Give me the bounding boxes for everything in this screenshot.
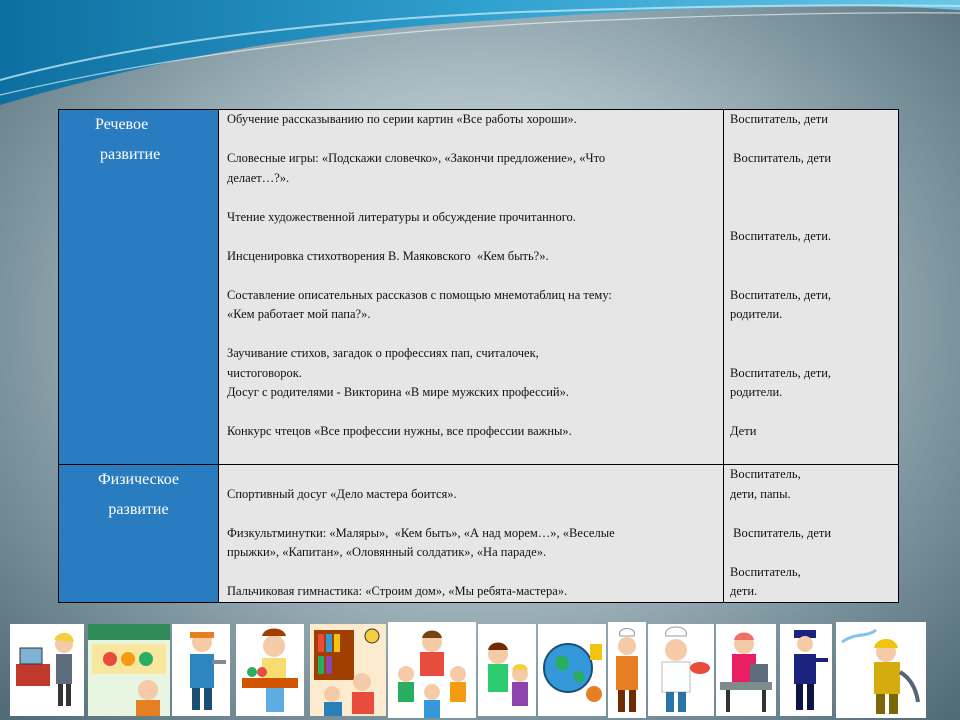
chef-illustration bbox=[648, 624, 714, 716]
illustration-strip bbox=[0, 620, 960, 720]
office-worker-illustration bbox=[10, 624, 84, 716]
participants-cell-speech: Воспитатель, дети Воспитатель, дети Воспитатель, дети. Воспитатель, дети, родители. Воспитатель, дети, родители. Дети bbox=[724, 110, 899, 465]
area-cell-speech: Речевое развитие bbox=[59, 110, 219, 465]
header-wave-decoration bbox=[0, 0, 960, 120]
library-illustration bbox=[310, 624, 386, 716]
mechanic-illustration bbox=[172, 624, 230, 716]
activities-table bbox=[58, 109, 898, 600]
firefighter-illustration bbox=[836, 622, 926, 718]
activities-cell-speech: Обучение рассказыванию по серии картин «Все работы хороши». Словесные игры: «Подскажи словечко», «Закончи предложение», «Что делает…?». Чтение художественной литературы и обсуждение прочитанного. Инсценировка стихотворения В. Маяковского «Кем быть?». Составление описательных рассказов с помощью мнемотаблиц на тему: «Кем работает мой папа?». Заучивание стихов, загадок о профессиях пап, считалочек, чистоговорок. Досуг с родителями - Викторина «В мире мужских профессий». Конкурс чтецов «Все профессии нужны, все профессии важны». bbox=[219, 110, 724, 465]
police-illustration bbox=[780, 624, 832, 716]
globe-illustration bbox=[538, 624, 606, 716]
table-row-speech bbox=[59, 110, 899, 465]
chef-illustration bbox=[608, 622, 646, 718]
table-row-physical bbox=[59, 465, 899, 603]
participants-cell-physical: Воспитатель, дети, папы. Воспитатель, дети Воспитатель, дети. bbox=[724, 465, 899, 603]
shop-illustration bbox=[88, 624, 170, 716]
seamstress-illustration bbox=[716, 624, 776, 716]
kids-group-illustration bbox=[388, 622, 476, 718]
cook-illustration bbox=[236, 624, 304, 716]
hairdresser-illustration bbox=[478, 624, 536, 716]
activities-cell-physical: Спортивный досуг «Дело мастера боится». Физкультминутки: «Маляры», «Кем быть», «А над морем…», «Веселые прыжки», «Капитан», «Оловянный солдатик», «На параде». Пальчиковая гимнастика: «Строим дом», «Мы ребята-мастера». bbox=[219, 465, 724, 603]
area-cell-physical: Физическое развитие bbox=[59, 465, 219, 603]
